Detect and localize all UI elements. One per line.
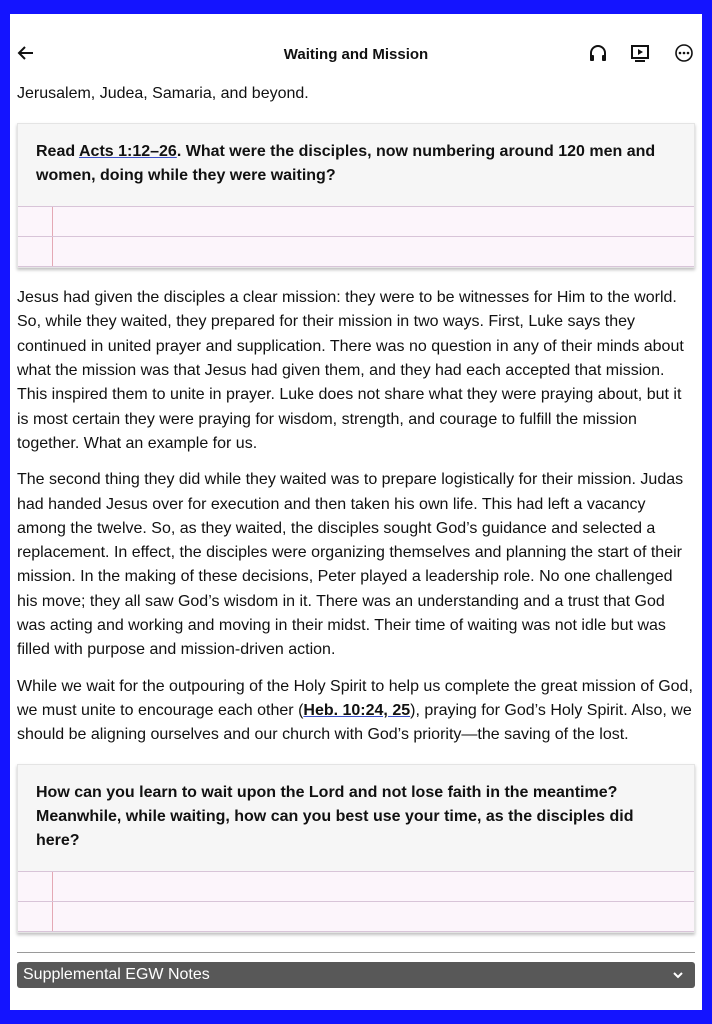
hebrews-link[interactable]: Heb. 10:24, 25 xyxy=(303,701,411,719)
answer-line[interactable] xyxy=(18,871,694,901)
answer-field-1[interactable] xyxy=(18,206,694,267)
question-box-1 xyxy=(17,123,695,269)
body-paragraph-2: The second thing they did while they waited was to prepare logistically for their mission. Judas had handed Jesus over for execution and then taken his own life. This had left a vacancy among the twelve. So, as they waited, the disciples sought God’s guidance and selected a replacement. In effect, the disciples were organizing themselves and planning the start of their mission. In the making of these decisions, Peter played a leadership role. No one challenged his move; they all saw God’s wisdom in it. There was an understanding and a trust that God was acting and working and moving in their midst. Their time of waiting was not idle but was filled with purpose and mission-driven action. xyxy=(17,471,684,659)
question-1-text: Read Acts 1:12–26. What were the disciples, now numbering around 120 men and women, doing while they were waiting? xyxy=(36,142,656,184)
video-play-icon[interactable] xyxy=(628,41,652,65)
acts-link[interactable]: Acts 1:12–26 xyxy=(78,142,177,160)
intro-end-text: Jerusalem, Judea, Samaria, and beyond. xyxy=(17,85,309,103)
answer-line[interactable] xyxy=(18,901,694,932)
supplemental-label: Supplemental EGW Notes xyxy=(23,966,210,983)
answer-line[interactable] xyxy=(18,206,694,236)
answer-line[interactable] xyxy=(18,236,694,267)
divider xyxy=(17,952,695,953)
more-options-icon[interactable] xyxy=(672,41,696,65)
app-header xyxy=(10,28,702,78)
headphones-icon[interactable] xyxy=(586,41,610,65)
chevron-down-icon xyxy=(671,968,685,982)
answer-field-2[interactable] xyxy=(18,871,694,932)
body-paragraph-3: While we wait for the outpouring of the Holy Spirit to help us complete the great mission of God, we must unite to encourage each other (Heb. 10:24, 25), praying for God’s Holy Spirit. Also, we should be aligning ourselves and our church with God’s priority—the saving of the lost. xyxy=(17,677,693,744)
supplemental-notes-button[interactable] xyxy=(17,962,695,988)
question-box-2 xyxy=(17,764,695,934)
question-2-text: How can you learn to wait upon the Lord and not lose faith in the meantime? Meanwhile, while waiting, how can you best use your time, as the disciples did here? xyxy=(36,783,634,850)
body-paragraph-1: Jesus had given the disciples a clear mission: they were to be witnesses for Him to the world. So, while they waited, they prepared for their mission in two ways. First, Luke says they continued in united prayer and supplication. There was no question in any of their minds about what the mission was that Jesus had given them, and they had each accepted that mission. This inspired them to unite in prayer. Luke does not share what they were praying about, but it is most certain they were praying for wisdom, strength, and courage to fulfill the mission together. What an example for us. xyxy=(17,289,684,452)
lesson-content xyxy=(10,58,702,933)
app-screen xyxy=(10,14,702,1010)
status-bar xyxy=(10,14,702,28)
page-title: Waiting and Mission xyxy=(283,46,429,63)
